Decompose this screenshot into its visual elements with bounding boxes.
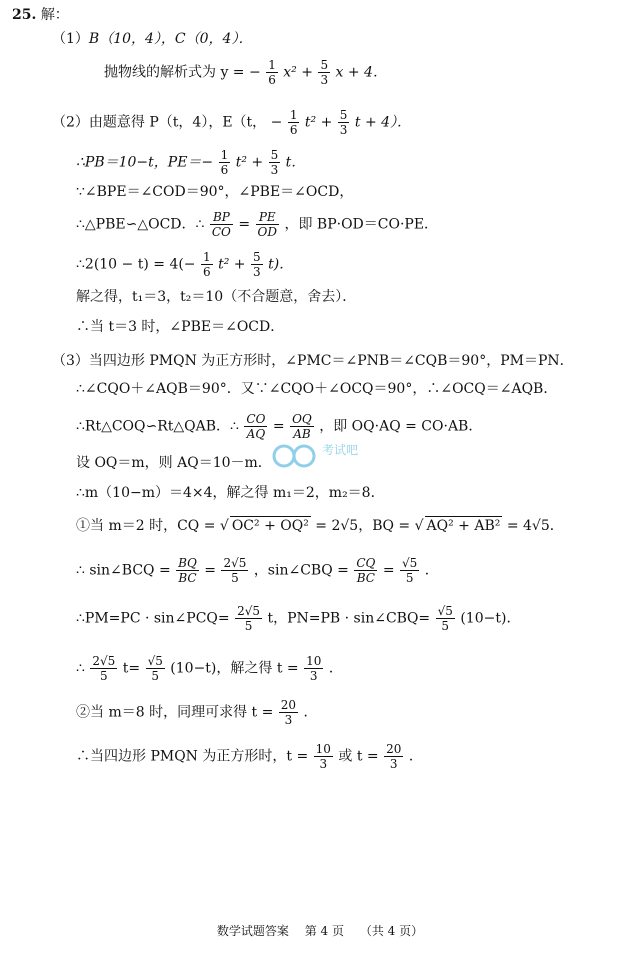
fraction: $\frac{10}{3}$ [315, 742, 331, 771]
bq-value: = 4√5． [506, 518, 564, 534]
fraction: $\frac{5}{3}$ [339, 108, 348, 137]
fraction: $\frac{CO}{AQ}$ [246, 412, 266, 441]
fraction: $\frac{1}{6}$ [220, 148, 229, 177]
expr-mid: t² + [304, 114, 333, 131]
conclusion-text: ∴当四边形 PMQN 为正方形时，t = [76, 748, 309, 765]
watermark-text: 考试吧 [322, 443, 359, 457]
problem-number: 25. [12, 7, 37, 23]
cq-text: ①当 m＝2 时，CQ = [76, 518, 216, 534]
problem-header [12, 6, 69, 24]
product-text: ，即 BP·OD＝CO·PE． [284, 216, 439, 233]
period: ． [328, 660, 343, 677]
part2-line3: ∵∠BPE＝∠COD＝90°，∠PBE＝∠OCD， [76, 184, 354, 200]
expr-mid: t² + [218, 256, 246, 273]
expr-tail: t)． [268, 256, 294, 273]
part1-line1 [52, 30, 252, 48]
fraction: $\frac{5}{3}$ [270, 148, 279, 177]
fraction: $\frac{√5}{5}$ [147, 654, 163, 683]
fraction: $\frac{√5}{5}$ [437, 604, 453, 633]
part1-points: B（10，4），C（0，4）． [88, 31, 253, 47]
fraction: $\frac{CQ}{BC}$ [356, 556, 376, 585]
fraction: $\frac{OQ}{AB}$ [292, 412, 312, 441]
part3-label: （3） [52, 353, 89, 369]
case2-text: ②当 m＝8 时，同理可求得 t = [76, 704, 274, 721]
expr-mid: t= [122, 660, 141, 677]
bq-text: = 2√5，BQ = [315, 518, 411, 534]
minus-sign: − [270, 114, 283, 131]
part2-line7: ∴当 t＝3 时，∠PBE＝∠OCD． [76, 319, 285, 335]
fraction: $\frac{20}{3}$ [280, 698, 297, 727]
parabola-text: 抛物线的解析式为 y = − [104, 64, 261, 81]
part3-line4: 设 OQ＝m，则 AQ＝10－m． [76, 455, 272, 471]
equals-sign: = [204, 562, 216, 579]
part3-line7 [76, 556, 439, 585]
fraction: $\frac{1}{6}$ [203, 250, 211, 279]
part3-line9 [76, 654, 343, 683]
product-text: ，即 OQ·AQ = CO·AB． [319, 418, 483, 435]
fraction: $\frac{BQ}{BC}$ [178, 556, 197, 585]
therefore: ∴ [76, 660, 85, 677]
period: ． [408, 748, 423, 765]
part2-line5 [76, 250, 293, 279]
fraction: $\frac{√5}{5}$ [402, 556, 418, 585]
or-text: 或 t = [338, 748, 379, 765]
solve-text: (10−t)，解之得 t = [170, 660, 299, 677]
equals-sign: = [272, 418, 285, 435]
part2-line4 [76, 210, 438, 239]
equals-sign: = [382, 562, 395, 579]
part2-label: （2） [52, 114, 89, 131]
pn-text: t，PN=PB · sin∠CBQ= [267, 610, 431, 627]
equals-sign: = [238, 216, 251, 233]
period: ． [303, 704, 318, 721]
sin-cbq-text: ，sin∠CBQ = [253, 562, 349, 579]
equation-text: ∴2(10 − t) = 4(− [76, 256, 196, 273]
footer-page: 第 4 页 [304, 924, 344, 938]
fraction: $\frac{2√5}{5}$ [92, 654, 116, 683]
part2-intro: 由题意得 P（t，4），E（t， [88, 114, 267, 131]
part3-line8 [76, 604, 520, 633]
expr-tail: (10−t)． [460, 610, 521, 627]
expr-tail: t． [285, 154, 306, 171]
page-footer [0, 922, 640, 939]
part2-line2 [76, 148, 305, 177]
fraction: $\frac{1}{6}$ [289, 108, 298, 137]
part3-line1 [52, 352, 574, 370]
footer-subject: 数学试题答案 [216, 924, 289, 938]
fraction: $\frac{5}{3}$ [320, 58, 329, 87]
fraction: $\frac{BP}{CO}$ [211, 210, 231, 239]
similar-text: ∴△PBE∽△OCD．∴ [76, 216, 205, 233]
part2-line1 [52, 108, 411, 137]
problem-intro: 解： [40, 7, 69, 23]
part3-line6: ①当 m＝2 时，CQ = √ OC² + OQ² = 2√5，BQ = √ AQ² + AB² = 4√5． [76, 518, 564, 534]
similar-text: ∴Rt△COQ∽Rt△QAB．∴ [76, 418, 239, 435]
parabola-tail: x + 4． [335, 64, 387, 81]
part1-parabola [104, 58, 387, 87]
sin-bcq-text: ∴ sin∠BCQ = [76, 562, 171, 579]
fraction: $\frac{5}{3}$ [252, 250, 261, 279]
pb-pe-text: ∴PB＝10−t，PE＝− [76, 154, 214, 171]
part3-line10 [76, 698, 318, 727]
fraction: $\frac{2√5}{5}$ [223, 556, 247, 585]
fraction: $\frac{10}{3}$ [306, 654, 322, 683]
fraction: $\frac{1}{6}$ [268, 58, 276, 87]
sqrt-radicand: AQ² + AB² [426, 518, 501, 534]
part3-line5: ∴m（10−m）＝4×4，解之得 m₁＝2，m₂＝8． [76, 485, 385, 501]
part3-line3 [76, 412, 482, 441]
part3-line11 [76, 742, 423, 771]
part1-label: （1） [52, 31, 89, 47]
watermark-logo [270, 440, 390, 476]
parabola-mid: x² + [283, 64, 313, 81]
sqrt-radicand: OC² + OQ² [231, 518, 309, 534]
pm-text: ∴PM=PC · sin∠PCQ= [76, 610, 230, 627]
part2-line6: 解之得，t₁＝3，t₂＝10（不合题意，舍去）． [76, 289, 357, 305]
fraction: $\frac{20}{3}$ [386, 742, 402, 771]
period: ． [424, 562, 439, 579]
expr-tail: t + 4）． [354, 114, 412, 131]
part3-intro: 当四边形 PMQN 为正方形时，∠PMC＝∠PNB＝∠CQB＝90°，PM＝PN． [88, 353, 574, 369]
expr-mid: t² + [235, 154, 264, 171]
part3-line2: ∴∠CQO＋∠AQB＝90°．又∵∠CQO＋∠OCQ＝90°，∴∠OCQ＝∠AQB． [76, 381, 558, 397]
footer-total: （共 4 页） [359, 924, 424, 938]
fraction: $\frac{2√5}{5}$ [237, 604, 260, 633]
fraction: $\frac{PE}{OD}$ [257, 210, 278, 239]
